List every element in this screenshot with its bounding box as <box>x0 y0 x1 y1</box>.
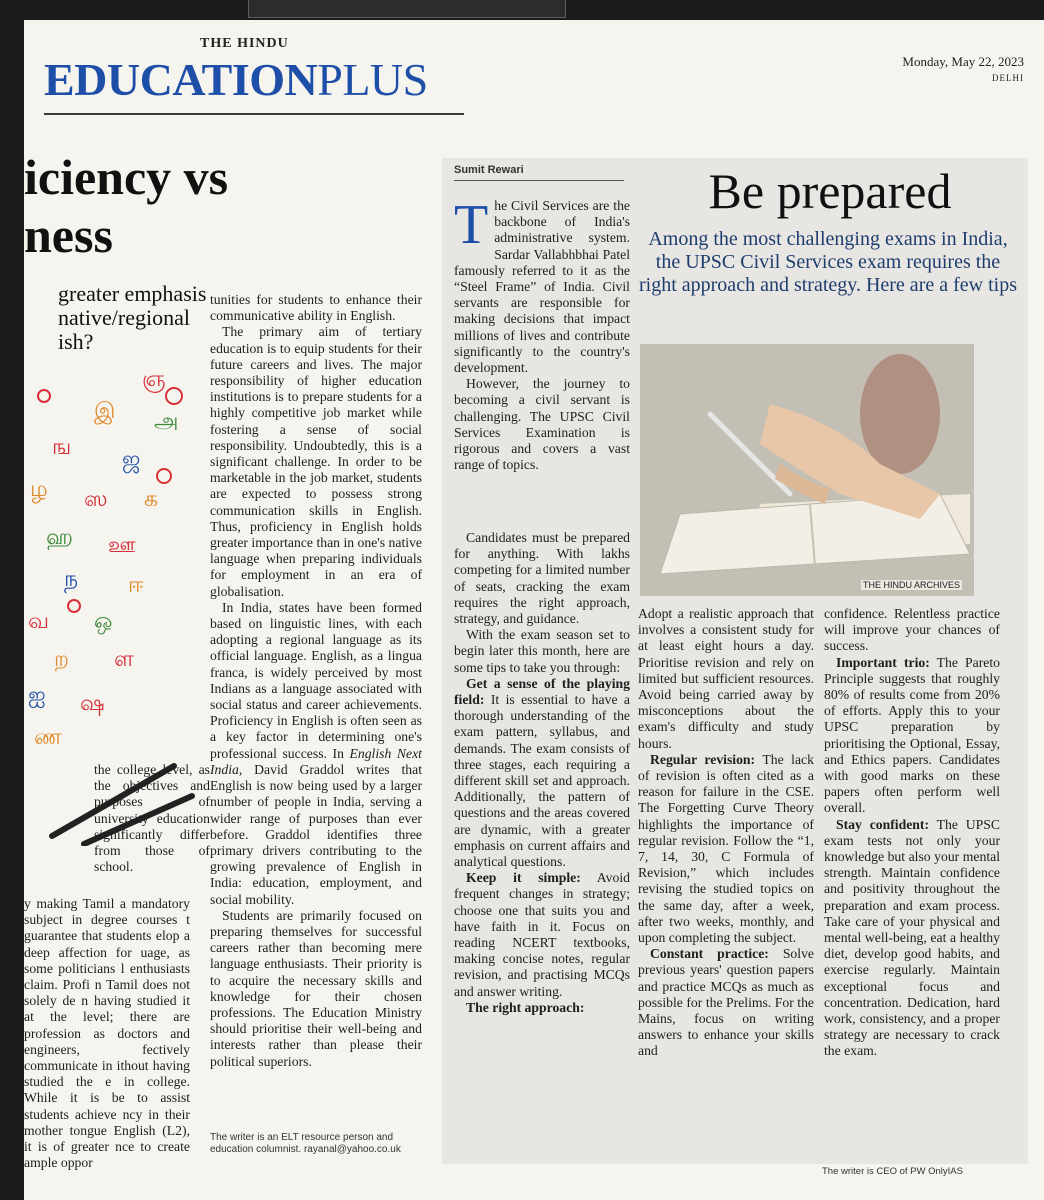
left-article-headline <box>24 148 228 264</box>
right-col3-p3 <box>824 817 1000 1060</box>
section-title <box>44 54 428 106</box>
right-col3-p3-text: The UPSC exam tests not only your knowledge but also your mental strength. Maintain confidence and positivity throughout the preparation and exam process. Take care of your physical and mental well-being, eat a healthy diet, develop good habits, and exercise regularly. Maintain exceptional focus and concentration. Dedication, hard work, consistency, and a proper strategy are necessary to crack the exam. <box>824 816 1000 1059</box>
svg-text:ஷ: ஷ <box>80 691 105 716</box>
right-col3 <box>824 606 1000 1060</box>
left-col2-p2: The primary aim of tertiary education is to equip students for their future careers and lives. The major responsibility of higher education institutions is to prepare students for a highly competitive job market while fostering a sense of social responsibility. Undoubtedly, this is a significant challenge. In order to be marketable in the job market, students are expected to possess strong communication skills in English. Thus, proficiency in English holds greater importance than in one's native language when preparing individuals for employment in an era of globalisation. <box>210 324 422 599</box>
right-col2-p3-text: Solve previous years' question papers and practice MCQs as much as possible for the Prelims. For the Mains, focus on writing answers to enhance your skills and <box>638 946 814 1059</box>
left-deck-line3: ish? <box>58 329 94 354</box>
left-col1-top-text: the college level, as the objectives and purposes of university education significantly differ from those of school. <box>94 762 210 875</box>
right-col2-p2-text: The lack of revision is often cited as a reason for failure in the CSE. The Forgetting Curve Theory highlights the importance of regular revision. Follow the “1, 7, 14, 30, C Formula of Revision,” which includes revising the studied topics on the same day, after a week, after two weeks, monthly, and upon completing the subject. <box>638 751 814 946</box>
right-col2-p3 <box>638 946 814 1059</box>
left-deck-line1: greater emphasis <box>58 281 207 306</box>
photo-credit: THE HINDU ARCHIVES <box>862 580 960 590</box>
right-col1-p5 <box>454 676 630 870</box>
kicker-important-trio: Important trio: <box>836 654 930 670</box>
left-col2-p3-before: In India, states have been formed based on linguistic lines, with each adopting a regional language as its official language. English, as a lingua franca, is widely perceived by most Indians as a language associated with social status and career achievements. Proficiency in English is often seen as a key factor in determining one's professional success. In <box>210 599 422 761</box>
svg-text:ஜ: ஜ <box>122 447 141 472</box>
left-col2-p3 <box>210 600 422 908</box>
book-title: English Next India <box>210 745 422 777</box>
right-col3-p2 <box>824 655 1000 817</box>
left-article-col1-top <box>94 762 210 875</box>
photo-illustration <box>640 344 974 596</box>
section-title-light: PLUS <box>317 54 428 105</box>
masthead-rule <box>44 113 464 115</box>
right-col1-p1 <box>454 194 630 376</box>
right-col2 <box>638 606 814 1060</box>
right-col2-p2 <box>638 752 814 946</box>
right-col3-p2-text: The Pareto Principle suggests that roughly 80% of results come from 20% of efforts. Apply this to your UPSC preparation by prioritising the Optional, Essay, and Ethics papers. Candidates with good marks on these papers often perform well overall. <box>824 654 1000 816</box>
dateline <box>902 54 1024 86</box>
kicker-constant-practice: Constant practice: <box>650 946 769 962</box>
svg-text:ஊ: ஊ <box>108 533 136 558</box>
right-col1-p7 <box>454 1000 630 1016</box>
left-col1-bottom-text: y making Tamil a mandatory subject in degree courses t guarantee that students elop a deep affection for uage, as some politicians l enthusiasts claim. Profi n Tamil does not solely de n having studied it at the level; there are profession as doctors and engineers, fectively communicate in ithout having studied the e in college. While it is be to assist students achieve ncy in their mother tongue English (L2), it is of greater nce to create ample oppor <box>24 896 190 1171</box>
right-col1-top <box>454 194 630 473</box>
svg-text:ங: ங <box>52 435 72 460</box>
svg-text:ண: ண <box>34 725 62 750</box>
right-col1-p6 <box>454 870 630 1000</box>
right-col1-bottom <box>454 530 630 1016</box>
left-article-footnote: The writer is an ELT resource person and education columnist. rayanal@yahoo.co.uk <box>210 1132 401 1155</box>
right-col1-p3: Candidates must be prepared for anything. With lakhs competing for a limited number of seats, cracking the exam requires the right approach, strategy, and guidance. <box>454 530 630 627</box>
newspaper-page <box>24 20 1044 1200</box>
svg-text:ற: ற <box>54 647 69 672</box>
viewer-tab[interactable] <box>248 0 566 18</box>
left-article-col1-bottom <box>24 896 190 1171</box>
kicker-keep-simple: Keep it simple: <box>466 870 581 886</box>
svg-text:இ: இ <box>94 399 116 424</box>
right-article-deck: Among the most challenging exams in India, the UPSC Civil Services exam requires the right approach and strategy. Here are a few tips <box>639 228 1017 296</box>
svg-text:ஈ: ஈ <box>128 573 144 598</box>
right-col3-p1: confidence. Relentless practice will improve your chances of success. <box>824 606 1000 654</box>
left-col2-p4: Students are primarily focused on preparing themselves for successful careers rather than becoming mere language enthusiasts. Their priority is to acquire the necessary skills and knowledge for their chosen professions. The Education Ministry should prioritise their well-being and interests rather than please their political superiors. <box>210 907 422 1069</box>
right-col1-p2: However, the journey to becoming a civil servant is challenging. The UPSC Civil Services Examination is rigorous and covers a vast range of topics. <box>454 376 630 473</box>
svg-text:ஹ: ஹ <box>46 525 73 550</box>
kicker-right-approach: The right approach: <box>466 999 585 1015</box>
left-col2-p1: tunities for students to enhance their communicative ability in English. <box>210 292 422 324</box>
svg-text:ந: ந <box>64 567 79 592</box>
svg-text:ழ: ழ <box>30 477 48 502</box>
edition-city: DELHI <box>992 73 1024 83</box>
right-article <box>442 158 1028 1177</box>
issue-date: Monday, May 22, 2023 <box>902 54 1024 69</box>
right-article-headline: Be prepared <box>708 163 952 219</box>
svg-text:ஒ: ஒ <box>94 609 113 634</box>
left-deck-line2: native/regional <box>58 305 190 330</box>
svg-text:ஐ: ஐ <box>28 683 46 708</box>
left-article-deck <box>58 282 206 354</box>
svg-text:ஞ: ஞ <box>142 367 166 392</box>
right-col1-p4: With the exam season set to begin later this month, here are some tips to take you through: <box>454 627 630 675</box>
section-title-bold: EDUCATION <box>44 54 318 105</box>
byline: Sumit Rewari <box>454 164 524 176</box>
kicker-playing-field: Get a sense of the playing field: <box>454 675 630 708</box>
kicker-regular-revision: Regular revision: <box>650 751 756 767</box>
dropcap: T <box>454 194 489 256</box>
right-col1-p5-text: It is essential to have a thorough understanding of the exam pattern, syllabus, and demands. The exam consists of three stages, each requiring a different skill set and approach. Additionally, the pattern of questions and the areas covered are dynamic, with a greater emphasis on current affairs and analytical questions. <box>454 692 630 870</box>
left-headline-line2: ness <box>24 207 113 263</box>
svg-text:அ: அ <box>154 409 179 434</box>
right-col2-p1: Adopt a realistic approach that involves a consistent study for at least eight hours a day. Prioritise revision and rely on limited but sufficient resources. Avoid being carried away by misconceptions about the exam's difficulty and study hours. <box>638 606 814 751</box>
svg-text:வ: வ <box>28 609 50 634</box>
right-article-footnote: The writer is CEO of PW OnlyIAS <box>822 1166 963 1177</box>
right-col1-p6-text: Avoid frequent changes in strategy; choose one that suits you and have faith in it. Focus on reading NCERT textbooks, making concise notes, regular revision, and practising MCQs and answer writing. <box>454 870 630 999</box>
svg-text:க: க <box>144 487 159 512</box>
kicker-stay-confident: Stay confident: <box>836 816 930 832</box>
left-headline-line1: iciency vs <box>24 149 229 205</box>
svg-text:ஸ: ஸ <box>84 487 108 512</box>
left-article-col2 <box>210 292 422 1070</box>
left-col2-p3-after: , David Graddol writes that English is now being used by a larger number of people in India, serving a wider range of purposes than ever before. Graddol identifies three primary drivers contributing to the growing prevalence of English in India: education, employment, and social mobility. <box>210 761 422 907</box>
byline-rule <box>454 180 624 181</box>
right-col1-p1-text: he Civil Services are the backbone of India's administrative system. Sardar Vallabhbhai Patel famously referred to it as the “Steel Frame” of India. Civil servants are responsible for making decisions that impact millions of lives and contribute significantly to the country's development. <box>454 198 630 376</box>
publication-name: THE HINDU <box>200 36 289 51</box>
student-writing-photo <box>640 344 974 596</box>
svg-text:ள: ள <box>114 647 134 672</box>
